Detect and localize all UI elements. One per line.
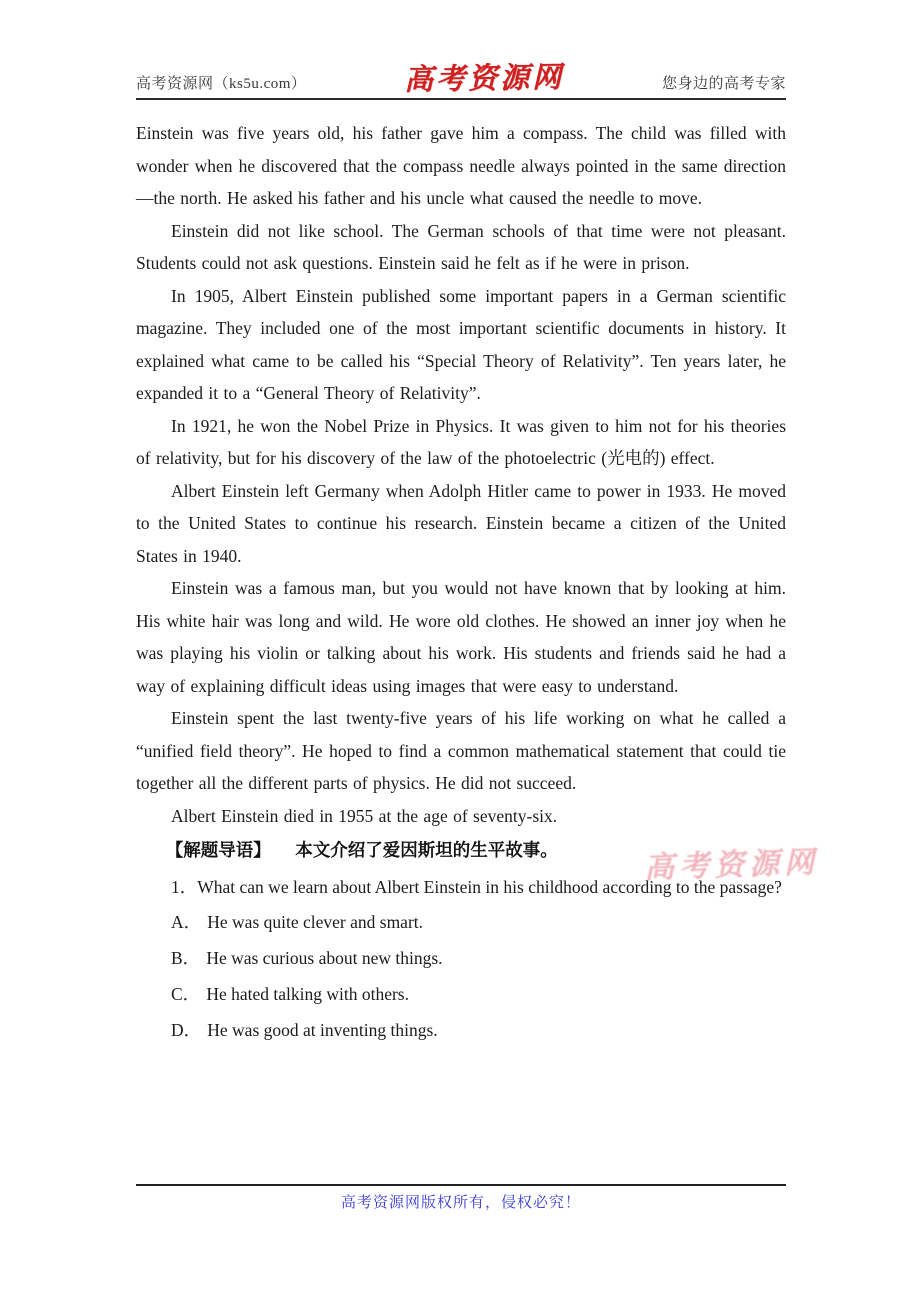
- site-watermark: 高考资源网: [643, 845, 820, 886]
- option-b-label: B．: [171, 948, 201, 968]
- passage-paragraph: Einstein did not like school. The German schools of that time were not pleasant. Students could not ask questions. Einstein said he felt as if he were in prison.: [136, 220, 786, 273]
- passage-paragraph: Einstein was five years old, his father gave him a compass. The child was filled with wonder when he discovered that the compass needle always pointed in the same direction—the north. He asked his father and his uncle what caused the needle to move.: [136, 123, 786, 208]
- passage-paragraph: Albert Einstein died in 1955 at the age of seventy-six.: [171, 805, 558, 826]
- passage-paragraph: In 1921, he won the Nobel Prize in Physics. It was given to him not for his theories of relativity, but for his discovery of the law of the photoelectric (光电的) effect.: [136, 415, 786, 468]
- question-number: 1．: [171, 877, 198, 897]
- question-stem-text: What can we learn about Albert Einstein in his childhood according to the passage?: [197, 877, 782, 897]
- passage-paragraph: Einstein spent the last twenty-five years of his life working on what he called a “unified field theory”. He hoped to find a common mathematical statement that could tie together all the different parts of physics. He did not succeed.: [136, 708, 786, 793]
- option-c-label: C．: [171, 984, 201, 1004]
- guide-text: 本文介绍了爱因斯坦的生平故事。: [295, 840, 558, 860]
- passage-paragraph: In 1905, Albert Einstein published some important papers in a German scientific magazine. They included one of the most important scientific documents in history. It explained what came to be called his “Special Theory of Relativity”. Ten years later, he expanded it to a “General Theory of Relativity”.: [136, 285, 786, 403]
- question-1: [136, 870, 786, 1048]
- page-content: [136, 0, 786, 1048]
- guide-label: 【解题导语】: [165, 840, 271, 860]
- passage-paragraph: Albert Einstein left Germany when Adolph Hitler came to power in 1933. He moved to the United States to continue his research. Einstein became a citizen of the United States in 1940.: [136, 480, 786, 566]
- passage: [136, 117, 786, 832]
- answer-option-c: [136, 976, 786, 1012]
- option-d-text: He was good at inventing things.: [207, 1020, 438, 1040]
- option-c-text: He hated talking with others.: [206, 984, 409, 1004]
- site-logo: 高考资源网: [403, 61, 565, 97]
- option-d-label: D．: [171, 1020, 202, 1040]
- question-stem: [136, 870, 786, 904]
- page-footer: [136, 1184, 786, 1212]
- header-site-name: 高考资源网（ks5u.com）: [136, 76, 307, 92]
- copyright-notice: 高考资源网版权所有，侵权必究！: [340, 1195, 581, 1211]
- answer-option-b: [136, 940, 786, 976]
- header-tagline: 您身边的高考专家: [661, 76, 786, 92]
- answer-option-a: [136, 904, 786, 940]
- page-header: [136, 0, 786, 100]
- passage-paragraph: Einstein was a famous man, but you would not have known that by looking at him. His white hair was long and wild. He wore old clothes. He showed an inner joy when he was playing his violin or talking about his work. His students and friends said he had a way of explaining difficult ideas using images that were easy to understand.: [136, 578, 786, 696]
- option-a-text: He was quite clever and smart.: [207, 912, 424, 932]
- option-b-text: He was curious about new things.: [206, 948, 443, 968]
- option-a-label: A．: [171, 912, 202, 932]
- guide-note: [136, 832, 786, 868]
- answer-option-d: [136, 1012, 786, 1048]
